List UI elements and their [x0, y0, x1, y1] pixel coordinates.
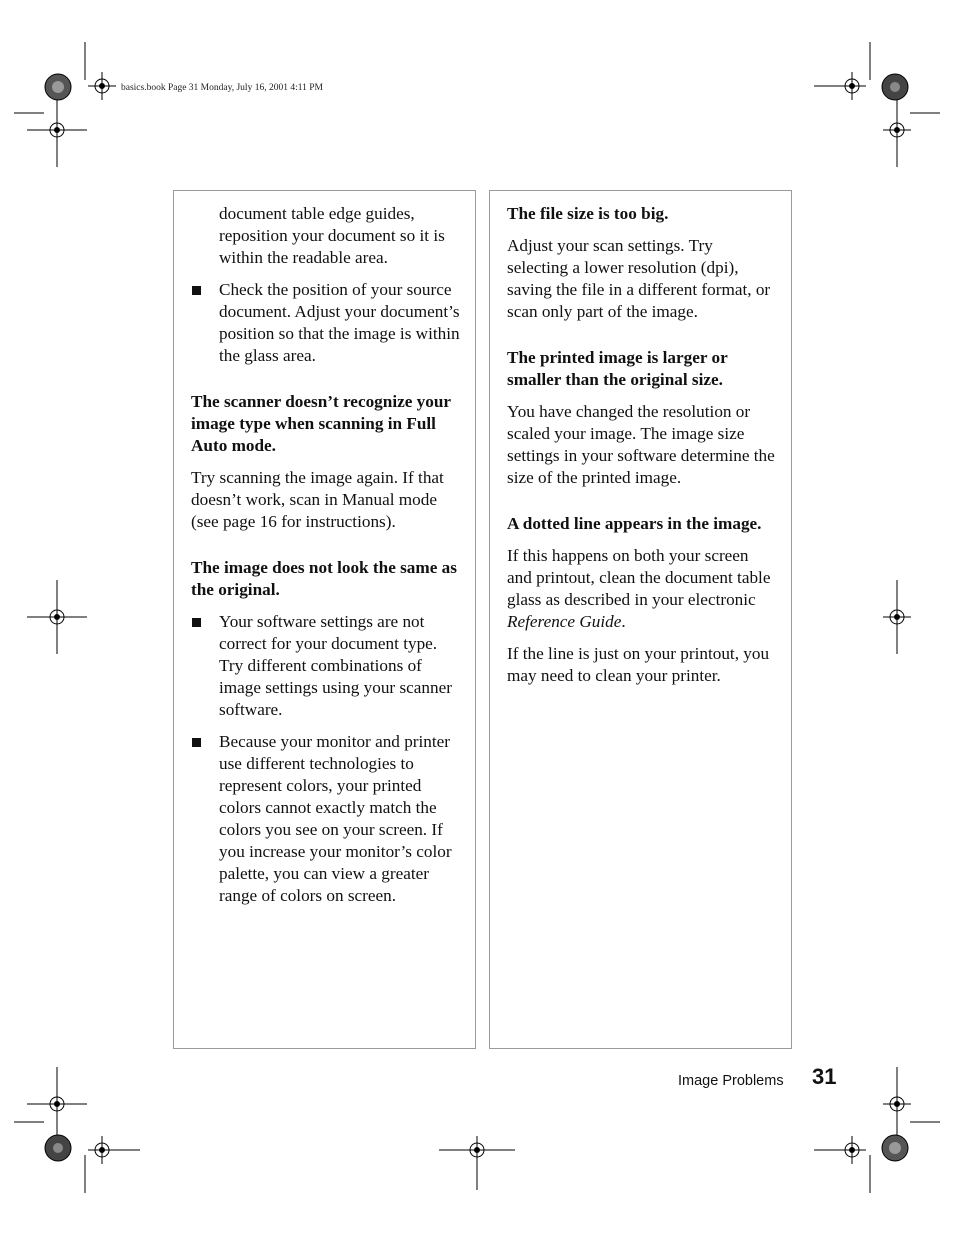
left-column-panel — [173, 190, 476, 1049]
footer-section-title: Image Problems — [678, 1073, 784, 1089]
body-paragraph: Adjust your scan settings. Try selecting a lower resolution (dpi), saving the file in a different format, or scan only part of the image. — [507, 236, 771, 321]
section-heading: A dotted line appears in the image. — [507, 514, 762, 533]
section-heading: The image does not look the same as the original. — [191, 558, 457, 599]
reference-guide-title: Reference Guide — [507, 612, 622, 631]
section-heading: The scanner doesn’t recognize your image type when scanning in Full Auto mode. — [191, 392, 451, 455]
section-heading: The file size is too big. — [507, 204, 669, 223]
bullet-square-icon — [192, 618, 201, 627]
body-paragraph: Try scanning the image again. If that doesn’t work, scan in Manual mode (see page 16 for instructions). — [191, 468, 444, 531]
section-heading: The printed image is larger or smaller than the original size. — [507, 348, 728, 389]
bullet-text: Your software settings are not correct for your document type. Try different combinations of image settings using your scanner software. — [219, 612, 452, 719]
body-paragraph: You have changed the resolution or scaled your image. The image size settings in your software determine the size of the printed image. — [507, 402, 775, 487]
bullet-item — [191, 731, 461, 907]
body-paragraph: If the line is just on your printout, you may need to clean your printer. — [507, 644, 770, 685]
bullet-square-icon — [192, 286, 201, 295]
bullet-text: Check the position of your source document. Adjust your document’s position so that the image is within the glass area. — [219, 280, 460, 365]
crop-header-slug: basics.book Page 31 Monday, July 16, 2001 4:11 PM — [121, 83, 323, 93]
right-column-panel — [489, 190, 792, 1049]
bullet-item — [191, 611, 461, 721]
body-paragraph: If this happens on both your screen and printout, clean the document table glass as described in your electronic Reference Guide. — [507, 546, 771, 631]
bullet-text: Because your monitor and printer use different technologies to represent colors, your printed colors cannot exactly match the colors you see on your screen. If you increase your monitor’s color palette, you can view a greater range of colors on screen. — [219, 732, 452, 905]
page-number: 31 — [812, 1064, 837, 1089]
bullet-item — [191, 279, 461, 367]
bullet-square-icon — [192, 738, 201, 747]
bullet-continuation-text: document table edge guides, reposition your document so it is within the readable area. — [219, 204, 445, 267]
